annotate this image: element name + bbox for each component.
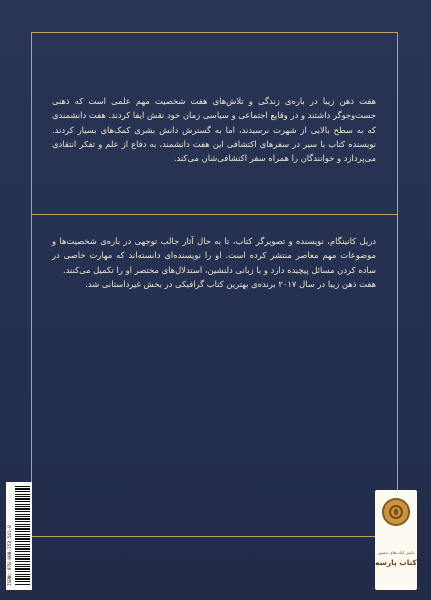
synopsis-paragraph: هفت ذهن زیبا در باره‌ی زندگی و تلاش‌های هفت شخصیت مهم علمی است که ذهنی جست‌وجوگر داشتند و در وقایع اجتماعی و سیاسی زمان خود نقش ایفا کردند. هفت دانشمندی که به سطح بالایی از شهرت نرسیدند، اما به گسترش دانش بشری کمک‌های بسیار کردند. نویسنده کتاب با سیر در سفرهای اکتشافی این هفت دانشمند، به دفاع از علم و تفکر انتقادی می‌پردازد و خوانندگان را همراه سفر اکتشافی‌شان می‌کند. — [52, 96, 376, 164]
publisher-logo — [375, 490, 417, 590]
publisher-emblem-icon — [382, 498, 410, 526]
author-paragraph: دریل کانینگام، نویسنده و تصویرگر کتاب، تا به حال آثار جالب توجهی در باره‌ی شخصیت‌ها و موضوعات مهم معاصر منتشر کرده است. او را نویسنده‌ای دانسته‌اند که مهارت خاصی در ساده کردن مسائل پیچیده دارد و با زبانی دلنشین، استدلال‌های مختصر او را تکمیل می‌کنند. — [52, 236, 376, 275]
isbn-barcode — [6, 482, 32, 590]
publisher-name: کتاب پارسه — [375, 558, 417, 567]
publisher-tagline: ناشر کتاب‌های مصور — [377, 550, 415, 555]
award-paragraph: هفت ذهن زیبا در سال ۲۰۱۷ برنده‌ی بهترین کتاب گرافیکی در بخش غیرداستانی شد. — [85, 278, 376, 289]
frame-divider — [31, 214, 398, 215]
barcode-bars — [15, 486, 30, 586]
author-section — [52, 234, 376, 291]
isbn-number: ISBN: 978-600-253-541-8 — [8, 525, 13, 586]
